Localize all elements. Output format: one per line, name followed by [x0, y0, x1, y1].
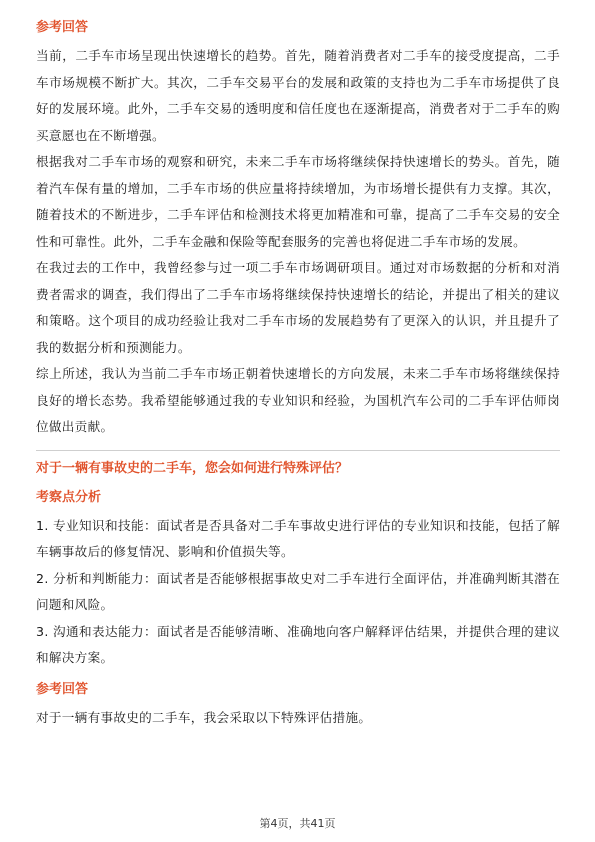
answer-paragraph: 综上所述，我认为当前二手车市场正朝着快速增长的方向发展，未来二手车市场将继续保持良好的增长态势。我希望能够通过我的专业知识和经验，为国机汽车公司的二手车评估师岗位做出贡献。: [36, 366, 560, 434]
reference-answer-heading: 参考回答: [36, 681, 89, 697]
spacer: [36, 672, 560, 680]
answer-paragraph: 当前，二手车市场呈现出快速增长的趋势。首先，随着消费者对二手车的接受度提高，二手车市场规模不断扩大。其次，二手车交易平台的发展和政策的支持也为二手车市场提供了良好的发展环境。此外，二手车交易的透明度和信任度也在逐渐提高，消费者对于二手车的购买意愿也在不断增强。: [36, 48, 560, 143]
page-number: 第4页，共41页: [259, 817, 336, 830]
section-divider: [36, 450, 560, 451]
answer-paragraph: 对于一辆有事故史的二手车，我会采取以下特殊评估措施。: [36, 709, 372, 725]
reference-answer-heading: 参考回答: [36, 20, 89, 35]
analysis-heading: 考察点分析: [36, 489, 102, 505]
answer-paragraph: 在我过去的工作中，我曾经参与过一项二手车市场调研项目。通过对市场数据的分析和对消费者需求的调查，我们得出了二手车市场将继续保持快速增长的结论，并提出了相关的建议和策略。这个项目的成功经验让我对二手车市场的发展趋势有了更深入的认识，并且提升了我的数据分析和预测能力。: [36, 260, 560, 355]
analysis-item: 1. 专业知识和技能：面试者是否具备对二手车事故史进行评估的专业知识和技能，包括了解车辆事故后的修复情况、影响和价值损失等。: [36, 517, 560, 559]
interview-question: 对于一辆有事故史的二手车，您会如何进行特殊评估？: [36, 460, 349, 476]
page-content: [36, 18, 560, 731]
analysis-item: 3. 沟通和表达能力：面试者是否能够清晰、准确地向客户解释评估结果，并提供合理的建议和解决方案。: [36, 623, 560, 665]
answer-paragraph: 根据我对二手车市场的观察和研究，未来二手车市场将继续保持快速增长的势头。首先，随着汽车保有量的增加，二手车市场的供应量将持续增加，为市场增长提供有力支撑。其次，随着技术的不断进步，二手车评估和检测技术将更加精准和可靠，提高了二手车交易的安全性和可靠性。此外，二手车金融和保险等配套服务的完善也将促进二手车市场的发展。: [36, 154, 560, 249]
analysis-item: 2. 分析和判断能力：面试者是否能够根据事故史对二手车进行全面评估，并准确判断其潜在问题和风险。: [36, 570, 560, 612]
